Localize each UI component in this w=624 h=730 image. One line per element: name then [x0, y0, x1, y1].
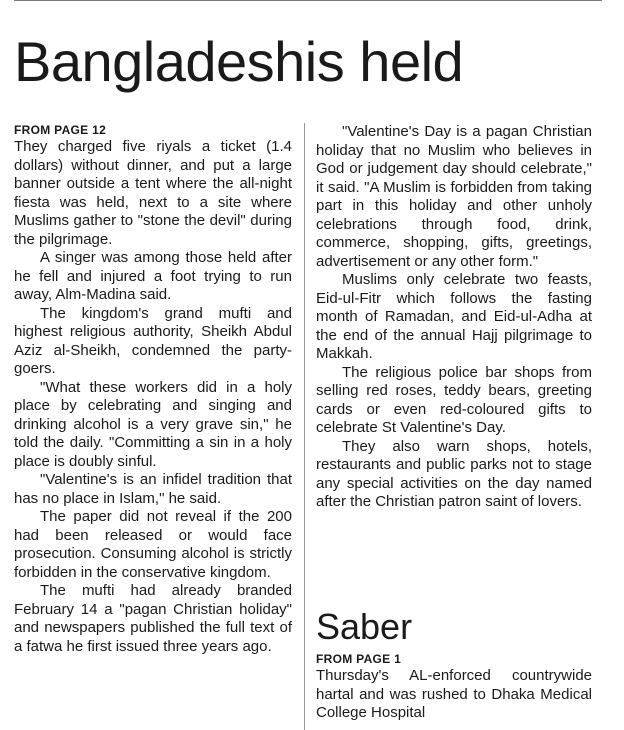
saber-column	[316, 652, 592, 723]
body-paragraph: The religious police bar shops from selling red roses, teddy bears, greeting cards or even red-coloured gifts to celebrate St Valentine's Day.	[316, 363, 592, 436]
body-paragraph: They charged five riyals a ticket (1.4 dollars) without dinner, and put a large banner outside a tent where the all-night fiesta was held, next to a site where Muslims gather to "stone the devil" during the pilgrimage.	[14, 138, 292, 248]
saber-kicker: FROM PAGE 1	[316, 652, 402, 666]
body-paragraph: They also warn shops, hotels, restaurants and public parks not to stage any special activities on the day named after the Christian patron saint of lovers.	[316, 437, 592, 510]
body-paragraph: The kingdom's grand mufti and highest religious authority, Sheikh Abdul Aziz al-Sheikh, condemned the party-goers.	[14, 304, 292, 377]
body-paragraph: "Valentine's is an infidel tradition that has no place in Islam," he said.	[14, 471, 292, 507]
body-paragraph: "Valentine's Day is a pagan Christian holiday that no Muslim who believes in God or judgement day should celebrate," it said. "A Muslim is forbidden from taking part in this holiday and other unholy celebrations through food, drink, commerce, shopping, gifts, greetings, advertisement or any other form."	[316, 123, 592, 270]
top-rule	[14, 0, 602, 1]
body-paragraph: The paper did not reveal if the 200 had been released or would face prosecution. Consuming alcohol is strictly forbidden in the conservative kingdom.	[14, 508, 292, 581]
body-paragraph: The mufti had already branded February 14 a "pagan Christian holiday" and newspapers published the full text of a fatwa he first issued three years ago.	[14, 582, 292, 655]
saber-paragraph: Thursday's AL-enforced countrywide hartal and was rushed to Dhaka Medical College Hospital	[316, 667, 592, 721]
kicker: FROM PAGE 12	[14, 123, 107, 137]
body-paragraph: A singer was among those held after he fell and injured a foot trying to run away, Alm-Madina said.	[14, 249, 292, 303]
column-divider	[304, 123, 305, 730]
headline: Bangladeshis held	[14, 30, 464, 93]
saber-headline: Saber	[316, 606, 413, 647]
left-column	[14, 123, 292, 656]
body-paragraph: Muslims only celebrate two feasts, Eid-ul-Fitr which follows the fasting month of Ramadan, and Eid-ul-Adha at the end of the annual Hajj pilgrimage to Makkah.	[316, 271, 592, 362]
right-column	[316, 123, 592, 512]
body-paragraph: "What these workers did in a holy place by celebrating and singing and drinking alcohol is a very grave sin," he told the daily. "Committing a sin in a holy place is doubly sinful.	[14, 378, 292, 470]
